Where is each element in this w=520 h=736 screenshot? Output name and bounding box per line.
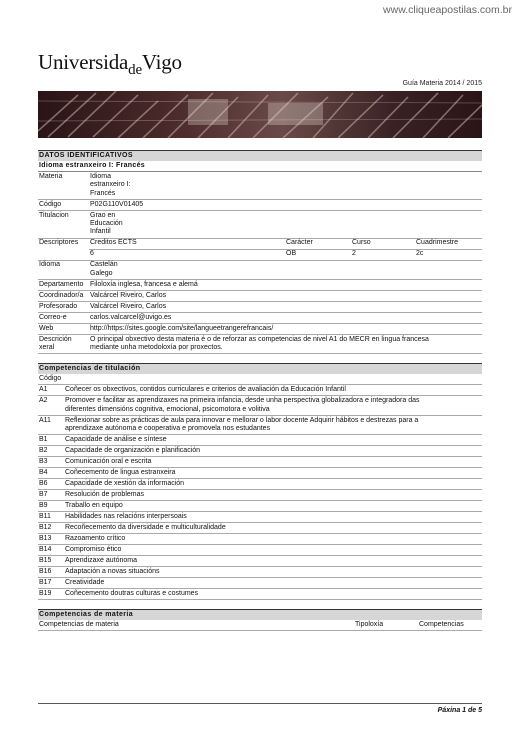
competencia-description: Compromiso ético bbox=[64, 545, 482, 556]
competencia-code: A2 bbox=[38, 396, 64, 415]
competencia-row bbox=[38, 468, 482, 479]
competencia-description: Coñecemento doutras culturas e costumes bbox=[64, 589, 482, 600]
competencia-row bbox=[38, 457, 482, 468]
guia-title: Guía Materia 2014 / 2015 bbox=[402, 80, 482, 87]
competencia-description: Adaptación a novas situacións bbox=[64, 567, 482, 578]
watermark-url: www.cliqueapostilas.com.br bbox=[383, 4, 512, 16]
codigo-column-header: Código bbox=[38, 374, 482, 385]
competencia-row bbox=[38, 501, 482, 512]
materia-col-competencias-2: Competencias bbox=[418, 620, 482, 631]
competencia-description: Resolución de problemas bbox=[64, 490, 482, 501]
desc-header-curso: Curso bbox=[351, 238, 415, 249]
competencia-description: Promover e facilitar as aprendizaxes na primeira infancia, desde unha perspectiva globalizadora e integradora das diferentes dimensións cognitiva, emocional, psicomotora e volitiva bbox=[64, 396, 482, 415]
competencia-description: Habilidades nas relacións interpersoais bbox=[64, 512, 482, 523]
competencia-code: B11 bbox=[38, 512, 64, 523]
datos-header: DATOS IDENTIFICATIVOS bbox=[38, 151, 482, 162]
desc-header-caracter: Carácter bbox=[285, 238, 351, 249]
page-number: Páxina 1 de 5 bbox=[437, 707, 482, 714]
competencias-materia-header: Competencias de materia bbox=[38, 610, 482, 621]
competencia-code: B3 bbox=[38, 457, 64, 468]
desc-header-creditos: Creditos ECTS bbox=[89, 238, 285, 249]
datos-identificativos-table bbox=[38, 150, 482, 354]
competencia-row bbox=[38, 490, 482, 501]
materia-value: Idioma estranxeiro I: Francés bbox=[89, 172, 482, 200]
competencia-code: B4 bbox=[38, 468, 64, 479]
competencia-description: Comunicación oral e escrita bbox=[64, 457, 482, 468]
codigo-label: Código bbox=[38, 199, 89, 210]
competencia-description: Capacidade de xestión da información bbox=[64, 479, 482, 490]
web-link[interactable]: http://https://sites.google.com/site/langueetrangerefrancais/ bbox=[89, 324, 482, 335]
competencia-code: B16 bbox=[38, 567, 64, 578]
competencia-row bbox=[38, 578, 482, 589]
competencia-code: B17 bbox=[38, 578, 64, 589]
competencia-description: Capacidade de organización e planificación bbox=[64, 446, 482, 457]
competencia-code: B12 bbox=[38, 523, 64, 534]
header-banner-image bbox=[38, 91, 482, 138]
logo-part-universidad: Universida bbox=[38, 50, 129, 74]
competencia-description: Coñecemento de lingua estranxeira bbox=[64, 468, 482, 479]
titulacion-value: Grao en Educación Infantil bbox=[89, 210, 482, 238]
codigo-value: P02G110V01405 bbox=[89, 199, 482, 210]
departamento-label: Departamento bbox=[38, 280, 89, 291]
descriptores-label: Descriptores bbox=[38, 238, 89, 260]
competencia-description: Razoamento crítico bbox=[64, 534, 482, 545]
departamento-value: Filoloxía inglesa, francesa e alemá bbox=[89, 280, 482, 291]
competencia-description: Aprendizaxe autónoma bbox=[64, 556, 482, 567]
competencia-row bbox=[38, 446, 482, 457]
competencia-description: Creatividade bbox=[64, 578, 482, 589]
competencias-list bbox=[38, 385, 482, 600]
competencia-code: B1 bbox=[38, 435, 64, 446]
document-content bbox=[38, 150, 482, 631]
competencia-code: B13 bbox=[38, 534, 64, 545]
profesorado-value: Valcárcel Riveiro, Carlos bbox=[89, 302, 482, 313]
competencia-row bbox=[38, 545, 482, 556]
competencia-code: B2 bbox=[38, 446, 64, 457]
competencia-row bbox=[38, 567, 482, 578]
competencias-materia-table bbox=[38, 609, 482, 631]
correo-link[interactable]: carlos.valcarcel@uvigo.es bbox=[89, 313, 482, 324]
materia-label: Materia bbox=[38, 172, 89, 200]
coordinador-label: Coordinador/a bbox=[38, 291, 89, 302]
university-logo bbox=[38, 50, 182, 78]
banner-graphic bbox=[38, 91, 482, 138]
competencia-code: A1 bbox=[38, 385, 64, 396]
competencia-code: B14 bbox=[38, 545, 64, 556]
idioma-value: Castelán Galego bbox=[89, 260, 482, 279]
competencia-row bbox=[38, 523, 482, 534]
competencia-row bbox=[38, 479, 482, 490]
competencia-row bbox=[38, 385, 482, 396]
competencia-row bbox=[38, 435, 482, 446]
desc-value-curso: 2 bbox=[351, 249, 415, 260]
competencia-row bbox=[38, 415, 482, 434]
competencia-row bbox=[38, 556, 482, 567]
web-label: Web bbox=[38, 324, 89, 335]
competencia-row bbox=[38, 512, 482, 523]
competencia-row bbox=[38, 396, 482, 415]
competencia-description: Reflexionar sobre as prácticas de aula para innovar e mellorar o labor docente Adquirir hábitos e destrezas para a aprendizaxe autónoma e cooperativa e promovela nos estudantes bbox=[64, 415, 482, 434]
competencia-code: A11 bbox=[38, 415, 64, 434]
descripcion-value: O principal obxectivo desta materia é o de reforzar as competencias de nivel A1 do MECR en lingua francesa mediante unha metodoloxía por proxectos. bbox=[89, 335, 482, 354]
idioma-label: Idioma bbox=[38, 260, 89, 279]
competencia-description: Traballo en equipo bbox=[64, 501, 482, 512]
competencia-code: B15 bbox=[38, 556, 64, 567]
competencia-description: Capacidade de análise e síntese bbox=[64, 435, 482, 446]
profesorado-label: Profesorado bbox=[38, 302, 89, 313]
competencia-row bbox=[38, 534, 482, 545]
materia-col-competencias: Competencias de materia bbox=[38, 620, 354, 631]
descripcion-label: Descrición xeral bbox=[38, 335, 89, 354]
desc-value-caracter: OB bbox=[285, 249, 351, 260]
coordinador-value: Valcárcel Riveiro, Carlos bbox=[89, 291, 482, 302]
competencia-code: B9 bbox=[38, 501, 64, 512]
footer-divider bbox=[38, 703, 482, 704]
logo-part-de: de bbox=[128, 62, 142, 78]
desc-value-cuadrimestre: 2c bbox=[415, 249, 482, 260]
desc-header-cuadrimestre: Cuadrimestre bbox=[415, 238, 482, 249]
competencia-description: Coñecer os obxectivos, contidos curriculares e criterios de avaliación da Educación Infantil bbox=[64, 385, 482, 396]
competencias-titulacion-table bbox=[38, 363, 482, 600]
titulacion-label: Titulacion bbox=[38, 210, 89, 238]
course-title: Idioma estranxeiro I: Francés bbox=[38, 161, 482, 172]
competencia-code: B6 bbox=[38, 479, 64, 490]
competencias-titulacion-header: Competencias de titulación bbox=[38, 364, 482, 375]
competencia-row bbox=[38, 589, 482, 600]
materia-col-tipoloxia: Tipoloxía bbox=[354, 620, 418, 631]
logo-part-vigo: Vigo bbox=[141, 50, 182, 74]
competencia-code: B7 bbox=[38, 490, 64, 501]
competencia-description: Recoñecemento da diversidade e multiculturalidade bbox=[64, 523, 482, 534]
competencia-code: B19 bbox=[38, 589, 64, 600]
desc-value-creditos: 6 bbox=[89, 249, 285, 260]
correo-label: Correo-e bbox=[38, 313, 89, 324]
